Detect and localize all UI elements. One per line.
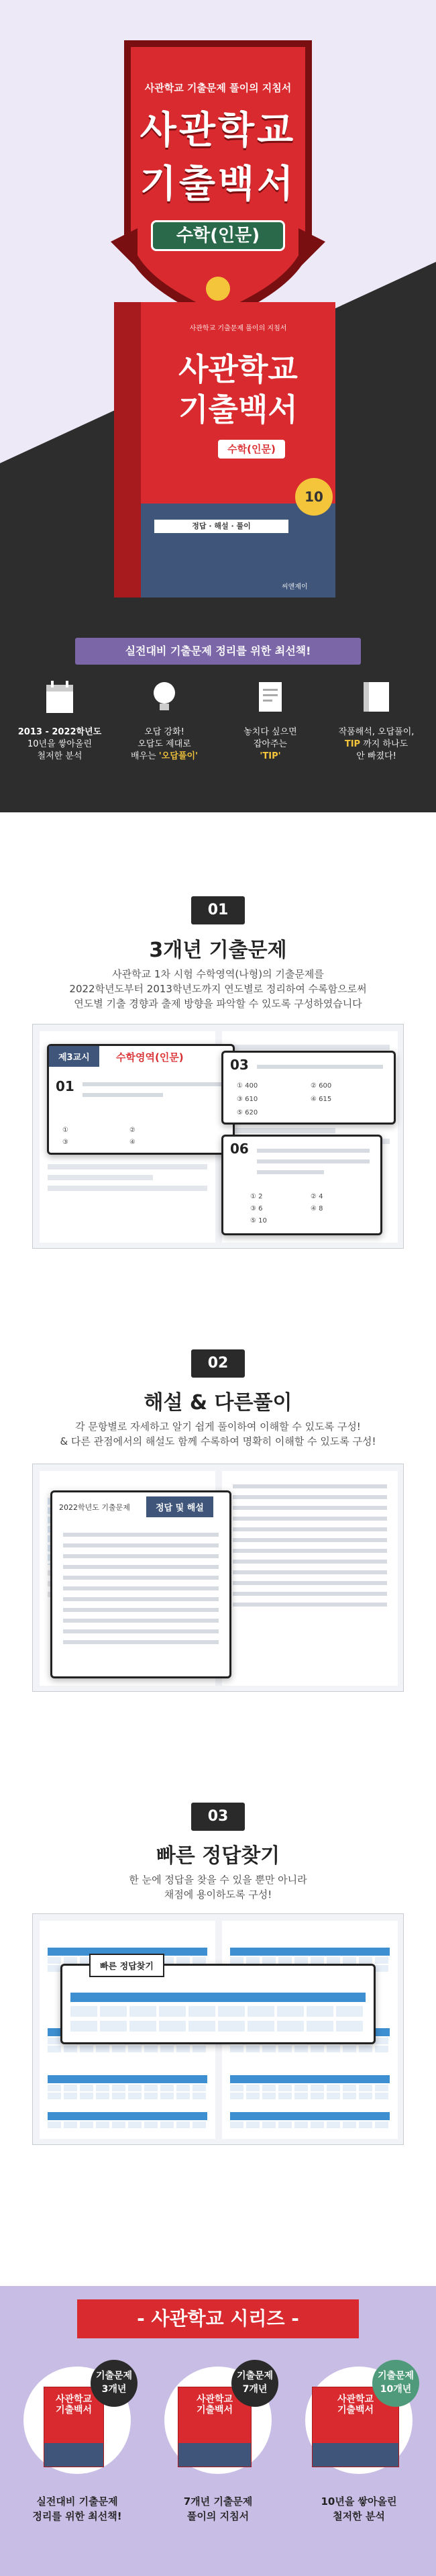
- series-caption-1a: 실전대비 기출문제: [36, 2495, 118, 2508]
- zoom-exam-subject: 수학영역(인문): [116, 1051, 184, 1063]
- feature-3-line2: 잡아주는: [253, 739, 288, 749]
- series-badge-3: [372, 2360, 419, 2407]
- feature-item-4: [333, 678, 420, 763]
- feature-1-line1: 2013 - 2022학년도: [17, 727, 102, 737]
- badge-title-line1: 사관학교: [140, 109, 296, 152]
- hero-section: [0, 0, 436, 812]
- zoom-quick-answer-tag: 빠른 정답찾기: [89, 1954, 164, 1977]
- series-item-2: [151, 2360, 285, 2561]
- series-book-3: 사관학교 기출백서: [312, 2387, 399, 2467]
- book-year-badge: 10: [295, 478, 333, 516]
- book-title-line2: 기출백서: [178, 391, 298, 428]
- section-2-title: 해설 & 다른풀이: [144, 1391, 292, 1415]
- book-title-line1: 사관학교: [178, 351, 298, 387]
- section-2-desc-2: & 다른 관점에서의 해설도 함께 수록하여 명확히 이해할 수 있도록 구성!: [60, 1435, 376, 1447]
- zoom-exam-tag: 제3교시: [49, 1046, 99, 1067]
- series-badge-3-line2: 10개년: [380, 2384, 412, 2395]
- question-number-03: 03: [230, 1057, 249, 1073]
- section-1-number: 01: [191, 896, 245, 924]
- series-caption-2b: 풀이의 지침서: [186, 2510, 250, 2522]
- book-icon: [360, 678, 393, 716]
- spread-right-page: [222, 1471, 398, 1686]
- series-badge-1: [91, 2360, 138, 2407]
- question-number-06: 06: [230, 1141, 249, 1157]
- feature-4-line3: 안 빠졌다!: [356, 751, 396, 761]
- section-2-desc-1: 각 문항별로 자세하고 알기 쉽게 풀이하여 이해할 수 있도록 구성!: [75, 1421, 361, 1433]
- section-1-desc-3: 연도별 기출 경향과 출제 방향을 파악할 수 있도록 구성하였습니다: [74, 998, 362, 1010]
- series-book-2: 사관학교 기출백서: [178, 2387, 252, 2467]
- feature-4-line1: 작품해석, 오답풀이,: [338, 727, 415, 737]
- feature-3-line1: 놓치다 싶으면: [243, 727, 297, 737]
- section-3-title: 빠른 정답찾기: [156, 1844, 280, 1868]
- feature-3-highlight: 'TIP': [260, 751, 281, 761]
- zoom-answer-year: 2022학년도 기출문제: [59, 1503, 130, 1512]
- section-1-zoom-panel-2: 03 ① 400 ② 600 ③ 610 ④ 615 ⑤ 620: [221, 1051, 396, 1125]
- book-subtitle: 사관학교 기출문제 풀이의 지침서: [189, 325, 287, 332]
- feature-2-line1: 오답 강화!: [144, 727, 184, 737]
- series-caption-1b: 정리를 위한 최선책!: [32, 2510, 122, 2522]
- series-badge-1-line2: 3개년: [101, 2384, 127, 2395]
- series-badge-3-line1: 기출문제: [377, 2371, 415, 2381]
- question-number-01: 01: [56, 1078, 74, 1094]
- section-1-zoom-panel: 제3교시 수학영역(인문) 01 ① ② ③ ④: [47, 1044, 235, 1155]
- section-2-zoom-panel: [50, 1490, 231, 1678]
- section-3-zoom-panel: [60, 1964, 376, 2044]
- feature-2-line2: 오답도 제대로: [138, 739, 191, 749]
- series-caption-3b: 철저한 분석: [333, 2510, 385, 2522]
- feature-4-line2-suffix: 까지 하나도: [360, 739, 408, 749]
- section-1-desc-1: 사관학교 1차 시험 수학영역(나형)의 기출문제를: [112, 968, 324, 980]
- section-3-desc-2: 채점에 용이하도록 구성!: [164, 1889, 272, 1901]
- book-strip: 정답 · 해설 · 풀이: [154, 520, 288, 533]
- note-icon: [254, 678, 287, 716]
- series-caption-2a: 7개년 기출문제: [183, 2495, 253, 2508]
- series-badge-2: [231, 2360, 278, 2407]
- feature-4-highlight: TIP: [344, 739, 361, 749]
- book-cover-image: [114, 302, 335, 598]
- badge-title-line2: 기출백서: [140, 162, 296, 206]
- series-section: [0, 2286, 436, 2576]
- book-publisher: 씨앤제이: [282, 583, 308, 591]
- section-2-number: 02: [191, 1349, 245, 1378]
- section-3-desc-1: 한 눈에 정답을 찾을 수 있을 뿐만 아니라: [129, 1874, 307, 1886]
- feature-item-1: [16, 678, 103, 763]
- feature-item-3: [227, 678, 314, 763]
- calendar-icon: [43, 678, 76, 716]
- badge-subtitle: 사관학교 기출문제 풀이의 지침서: [144, 82, 292, 94]
- section-1-desc-2: 2022학년도부터 2013학년도까지 연도별로 정리하여 수록함으로써: [69, 983, 367, 995]
- feature-1-line3: 철저한 분석: [37, 751, 83, 761]
- feature-2-line3-prefix: 배우는: [130, 751, 159, 761]
- section-1-title: 3개년 기출문제: [149, 939, 287, 962]
- badge-subject-ribbon: 수학(인문): [151, 220, 285, 251]
- series-item-1: [10, 2360, 144, 2561]
- zoom-answer-tag: 정답 및 해설: [146, 1496, 213, 1517]
- lightbulb-icon: [148, 678, 181, 716]
- series-caption-3a: 10년을 쌓아올린: [321, 2495, 397, 2508]
- feature-1-line2: 10년을 쌓아올린: [27, 739, 93, 749]
- title-badge: [111, 40, 325, 329]
- series-book-1: 사관학교 기출백서: [44, 2387, 104, 2467]
- feature-2-highlight: '오답풀이': [158, 751, 198, 761]
- series-item-3: [292, 2360, 426, 2561]
- section-1-zoom-panel-3: 06 ① 2 ② 4 ③ 6 ④ 8 ⑤ 10: [221, 1135, 382, 1235]
- tagline-bar: 실전대비 기출문제 정리를 위한 최선책!: [75, 638, 361, 665]
- section-3-number: 03: [191, 1803, 245, 1831]
- series-badge-2-line2: 7개년: [242, 2384, 268, 2395]
- series-badge-2-line1: 기출문제: [236, 2371, 274, 2381]
- feature-item-2: [121, 678, 208, 763]
- series-title: - 사관학교 시리즈 -: [77, 2299, 359, 2338]
- series-badge-1-line1: 기출문제: [95, 2371, 133, 2381]
- book-spine: [114, 302, 141, 598]
- book-subject-label: 수학(인문): [218, 440, 285, 459]
